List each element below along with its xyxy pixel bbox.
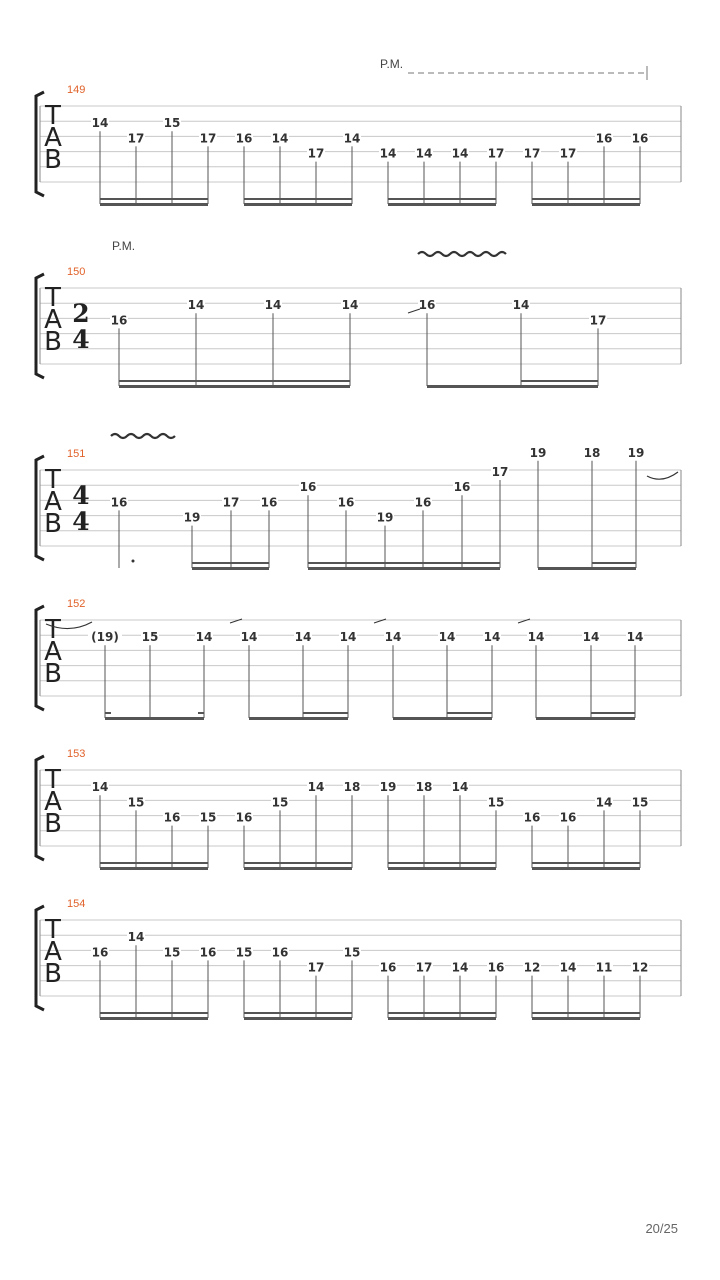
fret-number: 16 [299, 480, 317, 495]
time-signature-bottom: 4 [72, 507, 90, 536]
beam [303, 712, 348, 714]
fret-number: 14 [195, 630, 213, 645]
fret-number: 17 [589, 313, 607, 328]
beam [105, 717, 204, 720]
fret-number: 14 [339, 630, 357, 645]
beam [532, 867, 640, 870]
fret-number: 14 [451, 146, 469, 161]
fret-number: 16 [163, 810, 181, 825]
beam [521, 380, 598, 382]
fret-number: 18 [343, 780, 361, 795]
beam [249, 717, 348, 720]
beam [100, 1012, 208, 1014]
beam-stub [198, 712, 204, 714]
beam [532, 1017, 640, 1020]
tab-clef-letter: B [44, 809, 62, 839]
fret-number: 15 [163, 116, 181, 131]
beam [532, 1012, 640, 1014]
beam [100, 867, 208, 870]
beam [308, 562, 500, 564]
fret-number: 16 [337, 495, 355, 510]
fret-number: 17 [307, 146, 325, 161]
fret-number: 19 [376, 510, 394, 525]
fret-number: 17 [559, 146, 577, 161]
fret-number: 15 [199, 810, 217, 825]
beam [532, 203, 640, 206]
fret-number: 19 [627, 445, 645, 460]
beam [100, 862, 208, 864]
tab-clef-letter: T [45, 615, 61, 645]
measure-number: 149 [67, 84, 86, 96]
time-signature-top: 4 [72, 481, 90, 510]
fret-number: 16 [235, 131, 253, 146]
fret-number: 14 [271, 131, 289, 146]
fret-number: 11 [595, 960, 613, 975]
fret-number: 16 [379, 960, 397, 975]
fret-number: 19 [379, 780, 397, 795]
tab-clef-letter: T [45, 915, 61, 945]
fret-number: 14 [379, 146, 397, 161]
fret-number: 14 [294, 630, 312, 645]
fret-number: 14 [343, 131, 361, 146]
fret-number: 14 [264, 298, 282, 313]
tab-clef-letter: T [45, 283, 61, 313]
tab-clef-letter: A [44, 305, 62, 335]
tab-system [36, 748, 681, 870]
beam [100, 198, 208, 200]
fret-number: 16 [453, 480, 471, 495]
tab-clef-letter: B [44, 659, 62, 689]
fret-number: 16 [110, 313, 128, 328]
beam [119, 385, 350, 388]
fret-number: 14 [451, 960, 469, 975]
beam [592, 562, 636, 564]
fret-number: 17 [523, 146, 541, 161]
fret-number: 12 [523, 960, 541, 975]
fret-number: 19 [183, 510, 201, 525]
fret-number: 16 [91, 945, 109, 960]
fret-number: 16 [414, 495, 432, 510]
beam [192, 562, 269, 564]
fret-number: 14 [512, 298, 530, 313]
fret-number: 16 [235, 810, 253, 825]
beam [244, 198, 352, 200]
time-signature-top: 2 [72, 299, 90, 328]
fret-number: 15 [163, 945, 181, 960]
beam [532, 862, 640, 864]
beam [119, 380, 350, 382]
fret-number: 14 [582, 630, 600, 645]
measure-number: 151 [67, 448, 86, 460]
beam [388, 198, 496, 200]
beam [244, 203, 352, 206]
vibrato-mark [111, 434, 175, 438]
beam [447, 712, 492, 714]
tab-clef-letter: A [44, 937, 62, 967]
fret-number: 15 [127, 795, 145, 810]
fret-number: 14 [91, 116, 109, 131]
fret-number: 17 [487, 146, 505, 161]
measure-number: 150 [67, 266, 86, 278]
beam [244, 1012, 352, 1014]
beam [388, 203, 496, 206]
beam [388, 867, 496, 870]
tab-clef-letter: T [45, 765, 61, 795]
fret-number: 19 [529, 445, 547, 460]
beam [591, 712, 635, 714]
beam [538, 567, 636, 570]
tab-system [36, 57, 681, 206]
fret-number: 16 [631, 131, 649, 146]
fret-number: 14 [415, 146, 433, 161]
fret-number: 15 [271, 795, 289, 810]
fret-number: 16 [559, 810, 577, 825]
fret-number: 16 [418, 298, 436, 313]
fret-number: 15 [343, 945, 361, 960]
fret-number: 14 [626, 630, 644, 645]
fret-number: 14 [307, 780, 325, 795]
measure-number: 152 [67, 598, 86, 610]
beam [393, 717, 492, 720]
measure-number: 154 [67, 898, 86, 910]
fret-number: 17 [222, 495, 240, 510]
beam-stub [105, 712, 111, 714]
measure-number: 153 [67, 748, 86, 760]
fret-number: 15 [631, 795, 649, 810]
fret-number: 14 [384, 630, 402, 645]
fret-number: 16 [199, 945, 217, 960]
tab-system [36, 239, 681, 388]
fret-number: 18 [583, 445, 601, 460]
tab-clef-letter: T [45, 101, 61, 131]
beam [100, 1017, 208, 1020]
tab-clef-letter: T [45, 465, 61, 495]
fret-number: 17 [307, 960, 325, 975]
time-signature-bottom: 4 [72, 325, 90, 354]
page-number: 20/25 [645, 1221, 678, 1236]
fret-number: 14 [341, 298, 359, 313]
tab-clef-letter: B [44, 509, 62, 539]
fret-number: 14 [527, 630, 545, 645]
beam [244, 862, 352, 864]
tie [647, 472, 678, 479]
fret-number: 17 [127, 131, 145, 146]
fret-number: 14 [595, 795, 613, 810]
tab-clef-letter: B [44, 327, 62, 357]
beam [192, 567, 269, 570]
tab-clef-letter: A [44, 487, 62, 517]
fret-number: 14 [127, 930, 145, 945]
beam [388, 1012, 496, 1014]
fret-number: 16 [595, 131, 613, 146]
beam [532, 198, 640, 200]
fret-number: (19) [91, 630, 119, 645]
fret-number: 14 [187, 298, 205, 313]
tab-clef-letter: A [44, 787, 62, 817]
fret-number: 17 [491, 465, 509, 479]
fret-number: 14 [559, 960, 577, 975]
fret-number: 16 [110, 495, 128, 510]
fret-number: 18 [415, 780, 433, 795]
beam [388, 1017, 496, 1020]
fret-number: 16 [271, 945, 289, 960]
beam [244, 1017, 352, 1020]
tab-system [36, 898, 681, 1020]
fret-number: 15 [487, 795, 505, 810]
fret-number: 15 [141, 630, 159, 645]
tab-clef-letter: B [44, 959, 62, 989]
fret-number: 15 [235, 945, 253, 960]
beam [308, 567, 500, 570]
fret-number: 14 [451, 780, 469, 795]
fret-number: 16 [260, 495, 278, 510]
fret-number: 17 [199, 131, 217, 146]
fret-number: 14 [438, 630, 456, 645]
fret-number: 14 [240, 630, 258, 645]
beam [100, 203, 208, 206]
tab-clef-letter: A [44, 123, 62, 153]
fret-number: 14 [483, 630, 501, 645]
beam [244, 867, 352, 870]
beam [427, 385, 598, 388]
tab-system [36, 598, 681, 720]
beam [536, 717, 635, 720]
dot [132, 560, 135, 563]
tab-system [36, 434, 681, 570]
fret-number: 16 [487, 960, 505, 975]
fret-number: 12 [631, 960, 649, 975]
vibrato-mark [418, 252, 506, 256]
fret-number: 17 [415, 960, 433, 975]
fret-number: 16 [523, 810, 541, 825]
palm-mute-label: P.M. [380, 57, 404, 71]
tab-clef-letter: A [44, 637, 62, 667]
palm-mute-label: P.M. [112, 239, 136, 253]
tab-clef-letter: B [44, 145, 62, 175]
beam [388, 862, 496, 864]
fret-number: 14 [91, 780, 109, 795]
